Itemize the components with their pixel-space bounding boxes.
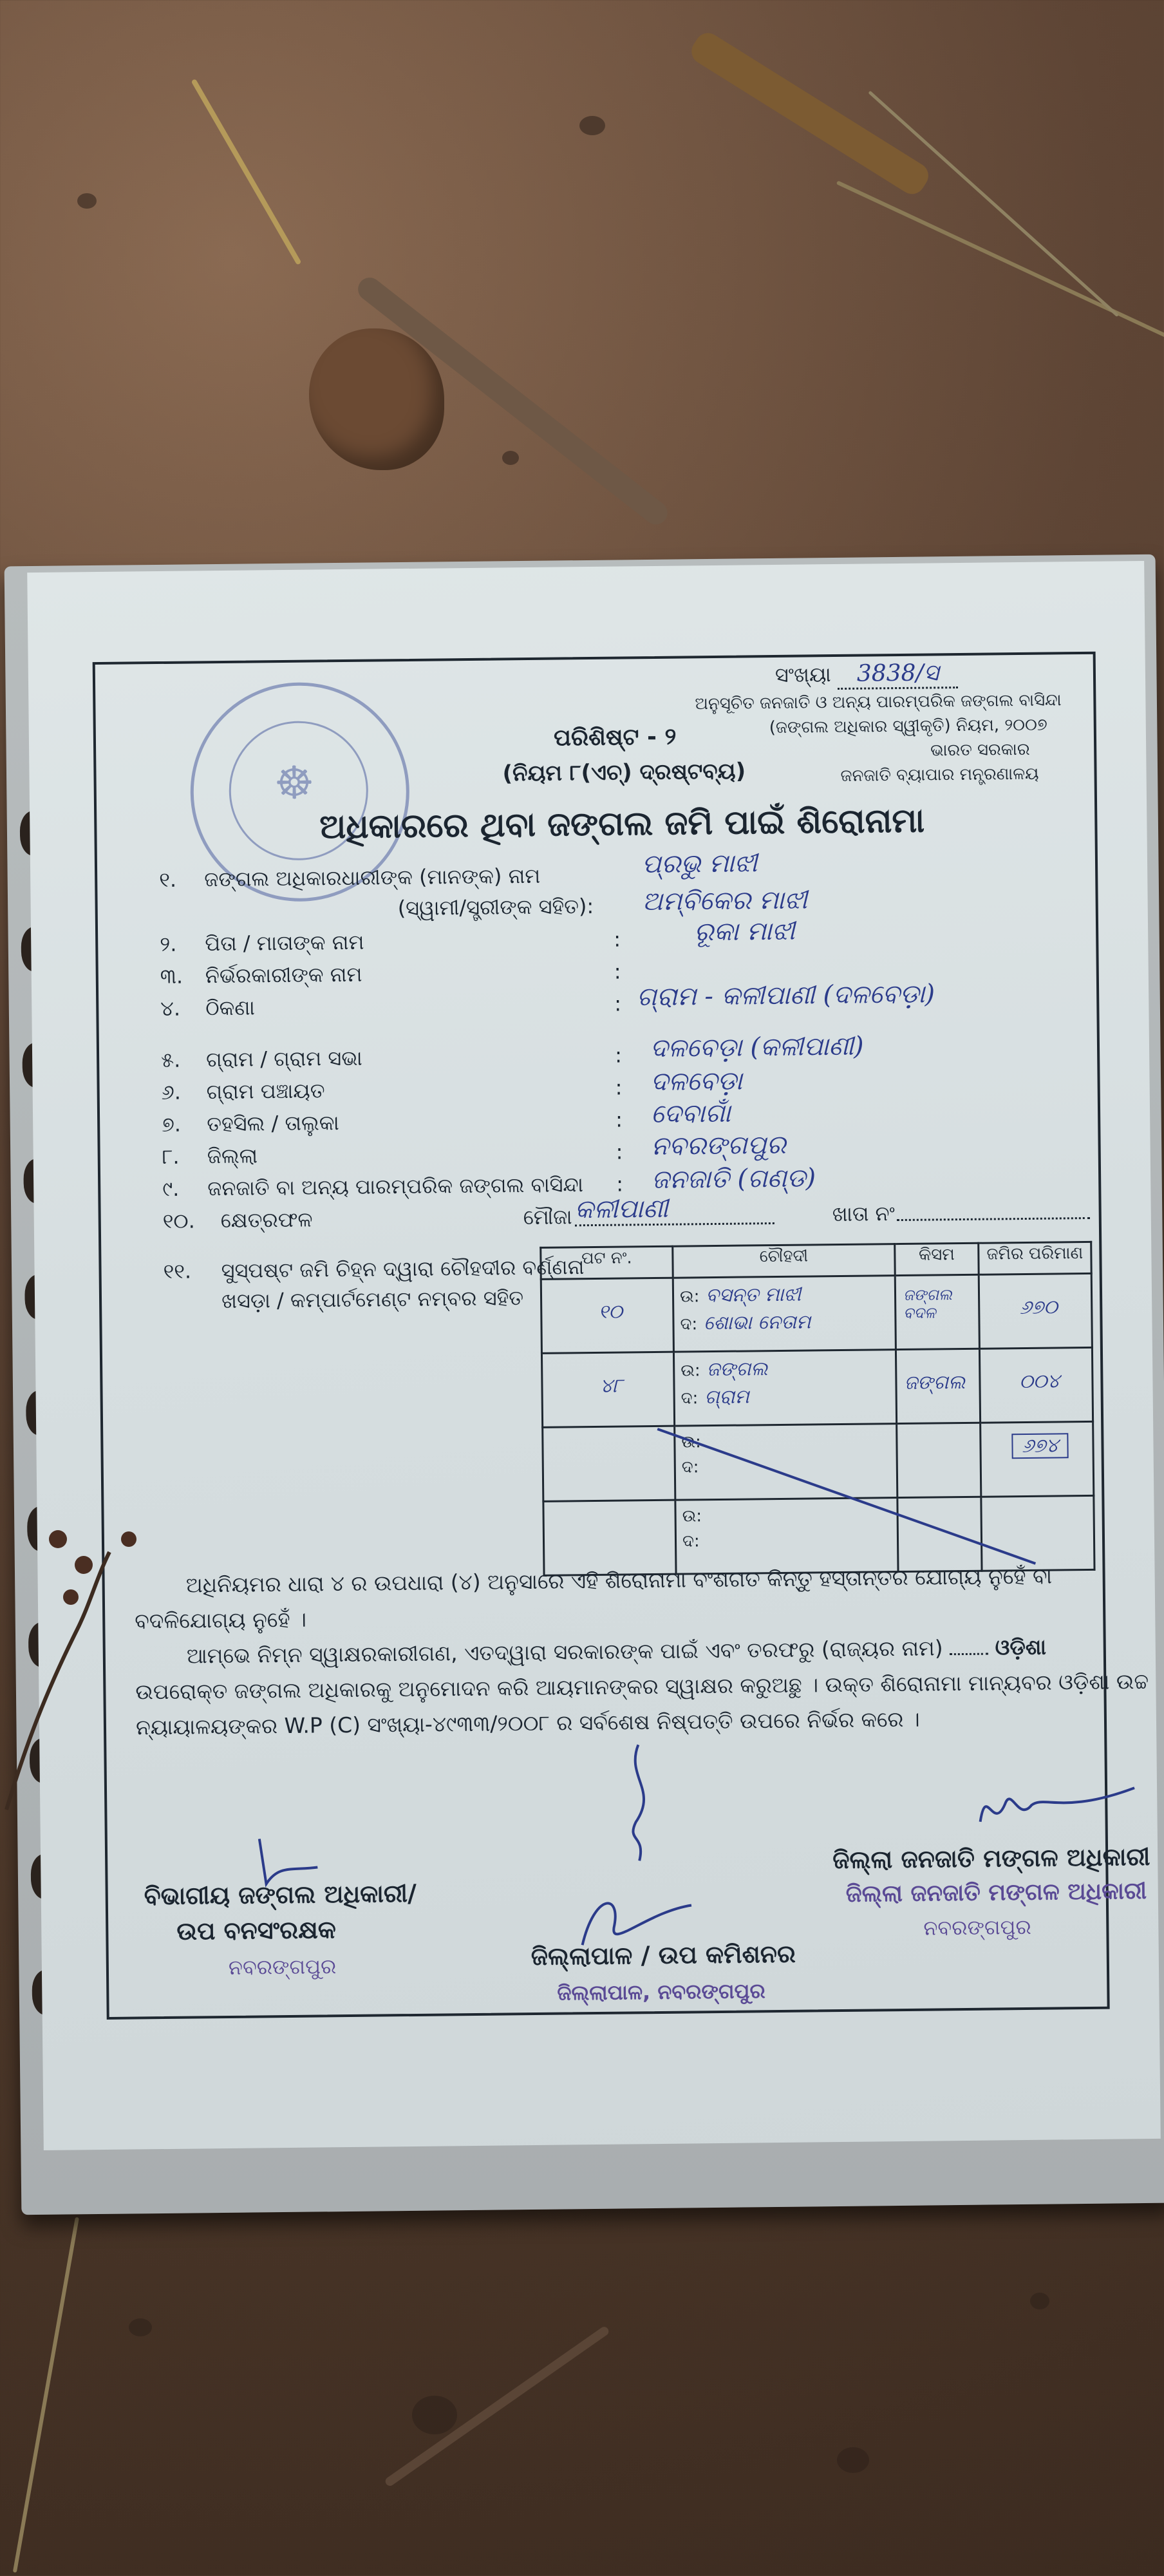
- type-cell: [895, 1274, 979, 1349]
- dry-grass: [868, 91, 1119, 317]
- land-extent: ୬୭୦: [1019, 1296, 1058, 1320]
- north-value: ବସନ୍ତ ମାଝୀ: [706, 1283, 802, 1307]
- left-signatory-title-2: ଉପ ବନସଂରକ୍ଷକ: [176, 1915, 337, 1946]
- dry-grass: [13, 2217, 79, 2573]
- field-label: ନିର୍ଭରକାରୀଙ୍କ ନାମ: [205, 961, 362, 989]
- extent-cell: [979, 1347, 1093, 1423]
- rock: [309, 328, 444, 470]
- soil-speck: [579, 116, 605, 135]
- column-header-boundary: ଚୌହଦୀ: [673, 1244, 895, 1278]
- table-row: [541, 1347, 1093, 1427]
- serial-label: ସଂଖ୍ୟା: [774, 662, 831, 687]
- soil-speck: [1030, 2293, 1049, 2309]
- state-name: ଓଡ଼ିଶା: [995, 1634, 1047, 1660]
- land-extent: ୦୦୪: [1018, 1370, 1060, 1394]
- plot-number: ୧୦: [598, 1300, 623, 1323]
- field-number: ୬.: [161, 1079, 182, 1105]
- header-line-1: ଅନୁସୂଚିତ ଜନଜାତି ଓ ଅନ୍ୟ ପାରମ୍ପରିକ ଜଙ୍ଗଲ ବାସିନ୍ଦା: [695, 690, 1062, 714]
- plot-cell: [541, 1278, 673, 1353]
- type-cell: [896, 1349, 980, 1423]
- soil-speck: [502, 451, 519, 465]
- field-number: ୧୦.: [162, 1208, 195, 1234]
- field-label: ଠିକଣା: [205, 995, 255, 1021]
- field-number: ୧୧.: [163, 1258, 192, 1283]
- serial-number: [775, 659, 959, 690]
- paragraph-2-text: ଆମ୍ଭେ ନିମ୍ନ ସ୍ୱାକ୍ଷରକାରୀଗଣ, ଏତଦ୍ୱାରା ସରକାରଙ୍କ ପାଇଁ ଏବଂ ତରଫରୁ (ରାଜ୍ୟର ନାମ): [186, 1635, 943, 1669]
- state-blank: [950, 1653, 988, 1656]
- north-label: ଉ:: [681, 1361, 700, 1381]
- field-colon: :: [616, 1171, 624, 1197]
- boundary-label-line1: ସୁସ୍ପଷ୍ଟ ଜମି ଚିହ୍ନ ଦ୍ୱାରା ଚୌହଦୀର ବର୍ଣ୍ଣନା: [221, 1255, 585, 1283]
- paragraph-1: ଅଧିନିୟମର ଧାରା ୪ ର ଉପଧାରା (୪) ଅନୁସାରେ ଏହି ଶିରୋନାମା ବଂଶଗତ କିନ୍ତୁ ହସ୍ତାନ୍ତର ଯୋଗ୍ୟ ନୁହେଁ ବା: [185, 1563, 1053, 1598]
- tehsil-value: ଦେବାଗାଁ: [650, 1098, 731, 1130]
- tribe-value: ଜନଜାତି (ଗଣ୍ଡ): [651, 1163, 816, 1195]
- right-signatory-title: ଜିଲ୍ଲା ଜନଜାତି ମଙ୍ଗଳ ଅଧିକାରୀ: [832, 1842, 1150, 1875]
- field-label: ତହସିଲ / ତାଲୁକା: [207, 1110, 339, 1137]
- strike-through-line: [654, 1422, 1042, 1574]
- boundary-cell: [673, 1350, 896, 1426]
- right-stamp-2: ନବରଙ୍ଗପୁର: [923, 1914, 1031, 1940]
- north-label: ଉ:: [681, 1432, 701, 1452]
- column-header-extent: ଜମିର ପରିମାଣ: [979, 1242, 1092, 1274]
- soil-speck: [837, 2447, 869, 2473]
- north-line: [680, 1282, 888, 1307]
- north-value: ଜଙ୍ଗଲ: [706, 1358, 768, 1381]
- table-header-row: [541, 1242, 1091, 1279]
- extent-cell: [979, 1273, 1092, 1349]
- south-line: [680, 1310, 888, 1334]
- spouse-name: ଅମ୍ବିକେର ମାଝୀ: [642, 885, 808, 917]
- field-colon: :: [615, 1139, 623, 1164]
- plot-number: ୪୮: [599, 1374, 623, 1397]
- field-colon: :: [614, 991, 622, 1016]
- south-label: ଦ:: [681, 1457, 699, 1477]
- panchayat-value: ଦଳବେଡ଼ା: [650, 1066, 743, 1097]
- total-extent: ୬୭୪: [1011, 1433, 1069, 1459]
- field-label: ଗ୍ରାମ ପଞ୍ଚାୟତ: [206, 1078, 325, 1104]
- north-label: ଉ:: [679, 1287, 700, 1307]
- rule-label: (ନିୟମ ୮(ଏଚ୍) ଦ୍ରଷ୍ଟବ୍ୟ): [502, 758, 746, 787]
- south-line: [681, 1384, 890, 1408]
- field-label: ପିତା / ମାତାଙ୍କ ନାମ: [205, 929, 364, 956]
- dry-plant-stem: [0, 1501, 167, 1823]
- soil-speck: [77, 193, 97, 209]
- field-colon: :: [615, 1075, 623, 1100]
- field-number: ୭.: [162, 1112, 182, 1137]
- north-label: ଉ:: [682, 1506, 702, 1526]
- south-value: ଶୋଭା ନେତାମ: [703, 1311, 811, 1335]
- field-label: ଜିଲ୍ଲା: [207, 1143, 258, 1169]
- plot-cell: [541, 1352, 674, 1427]
- signature-right: [973, 1775, 1141, 1835]
- field-number: ୪.: [160, 996, 181, 1021]
- field-label: ଜନଜାତି ବା ଅନ୍ୟ ପାରମ୍ପରିକ ଜଙ୍ଗଲ ବାସିନ୍ଦା: [207, 1172, 584, 1201]
- south-value: ଗ୍ରାମ: [704, 1385, 749, 1409]
- left-signatory-title-1: ବିଭାଗୀୟ ଜଙ୍ଗଲ ଅଧିକାରୀ/: [144, 1879, 417, 1911]
- field-colon: :: [614, 1043, 623, 1068]
- table-row: [541, 1273, 1092, 1353]
- field-number: ୫.: [160, 1047, 181, 1073]
- boundary-label-line2: ଖସଡ଼ା / କମ୍ପାର୍ଟମେଣ୍ଟ ନମ୍ବର ସହିତ: [221, 1285, 524, 1314]
- serial-value: 3838/ସ: [838, 659, 959, 690]
- center-signatory-title: ଜିଲ୍ଲାପାଳ / ଉପ କମିଶନର: [530, 1939, 796, 1971]
- field-number: ୧.: [159, 867, 177, 893]
- column-header-plot: ପଟ ନଂ.: [541, 1246, 673, 1279]
- land-type: ଜଙ୍ଗଲ: [904, 1370, 966, 1394]
- paragraph-2-cont: ଉପରୋକ୍ତ ଜଙ୍ଗଲ ଅଧିକାରକୁ ଅନୁମୋଦନ କରି ଆୟମାନଙ୍କର ସ୍ୱାକ୍ଷର କରୁଅଛୁ । ଉକ୍ତ ଶିରୋନାମା ମାନ୍ୟବର ଓଡ଼ିଶା ଉଚ୍ଚ: [135, 1669, 1149, 1705]
- field-number: ୨.: [160, 931, 177, 957]
- south-label: ଦ:: [680, 1314, 698, 1334]
- column-header-type: କିସମ: [895, 1243, 979, 1275]
- field-label: (ସ୍ୱାମୀ/ସ୍ତ୍ରୀଙ୍କ ସହିତ):: [397, 893, 594, 921]
- holder-name: ପ୍ରଭୁ ମାଝୀ: [641, 848, 758, 880]
- right-stamp-1: ଜିଲ୍ଲା ଜନଜାତି ମଙ୍ଗଳ ଅଧିକାରୀ: [845, 1878, 1147, 1908]
- field-colon: :: [614, 927, 621, 952]
- dry-grass: [836, 180, 1164, 347]
- paragraph-2-end: ନ୍ୟାୟାଳୟଙ୍କର W.P (C) ସଂଖ୍ୟା-୪୯୩୩/୨୦୦୮ ର ସର୍ବଶେଷ ନିଷ୍ପତ୍ତି ଉପରେ ନିର୍ଭର କରେ ।: [135, 1706, 920, 1740]
- parent-name: ରୂକା ମାଝୀ: [693, 916, 795, 947]
- soil-speck: [412, 2396, 457, 2434]
- district-value: ନବରଙ୍ଗପୁର: [651, 1130, 787, 1162]
- field-number: ୩.: [160, 963, 183, 989]
- annex-label: ପରିଶିଷ୍ଟ - ୨: [553, 723, 677, 752]
- document-title: ଅଧିକାରରେ ଥିବା ଜଙ୍ଗଲ ଜମି ପାଇଁ ଶିରୋନାମା: [319, 801, 925, 847]
- mouza-value: କଳୀପାଣୀ: [574, 1193, 774, 1226]
- field-label: କ୍ଷେତ୍ରଫଳ: [220, 1207, 313, 1233]
- address-value: ଗ୍ରାମ - କଳୀପାଣୀ (ଦଳବେଡ଼ା): [636, 979, 935, 1012]
- emblem-icon: ☸: [274, 756, 315, 810]
- paragraph-1-cont: ବଦଳିଯୋଗ୍ୟ ନୁହେଁ ।: [135, 1606, 307, 1634]
- khata-label: ଖାତା ନଂ: [832, 1201, 896, 1227]
- field-label: ଗ୍ରାମ / ଗ୍ରାମ ସଭା: [205, 1045, 362, 1072]
- header-line-2: (ଜଙ୍ଗଲ ଅଧିକାର ସ୍ୱୀକୃତି) ନିୟମ, ୨୦୦୭: [769, 715, 1047, 738]
- left-stamp: ନବରଙ୍ଗପୁର: [228, 1954, 337, 1980]
- land-type: ଜଙ୍ଗଲ ବଦଳ: [903, 1285, 952, 1322]
- village-value: ଦଳବେଡ଼ା (କଳୀପାଣୀ): [650, 1031, 864, 1064]
- south-label: ଦ:: [682, 1531, 700, 1551]
- field-colon: :: [615, 1107, 623, 1132]
- twig: [191, 79, 302, 265]
- field-number: ୯.: [162, 1176, 180, 1202]
- field-colon: :: [614, 959, 621, 984]
- center-stamp: ଜିଲ୍ଲାପାଳ, ନବରଙ୍ଗପୁର: [557, 1978, 765, 2005]
- soil-speck: [129, 2318, 152, 2336]
- header-line-3: ଭାରତ ସରକାର: [930, 739, 1030, 761]
- boundary-cell: [673, 1276, 896, 1352]
- field-number: ୮.: [162, 1144, 180, 1170]
- header-line-4: ଜନଜାତି ବ୍ୟାପାର ମନ୍ତ୍ରଣାଳୟ: [840, 764, 1039, 786]
- field-label: ଜଙ୍ଗଲ ଅଧିକାରଧାରୀଙ୍କ (ମାନଙ୍କ) ନାମ: [204, 863, 541, 892]
- mouza-label: ମୌଜା: [523, 1204, 572, 1230]
- north-line: [681, 1356, 889, 1381]
- title-document: [27, 561, 1161, 2150]
- signature-center-top: [599, 1738, 678, 1868]
- south-label: ଦ:: [681, 1388, 699, 1408]
